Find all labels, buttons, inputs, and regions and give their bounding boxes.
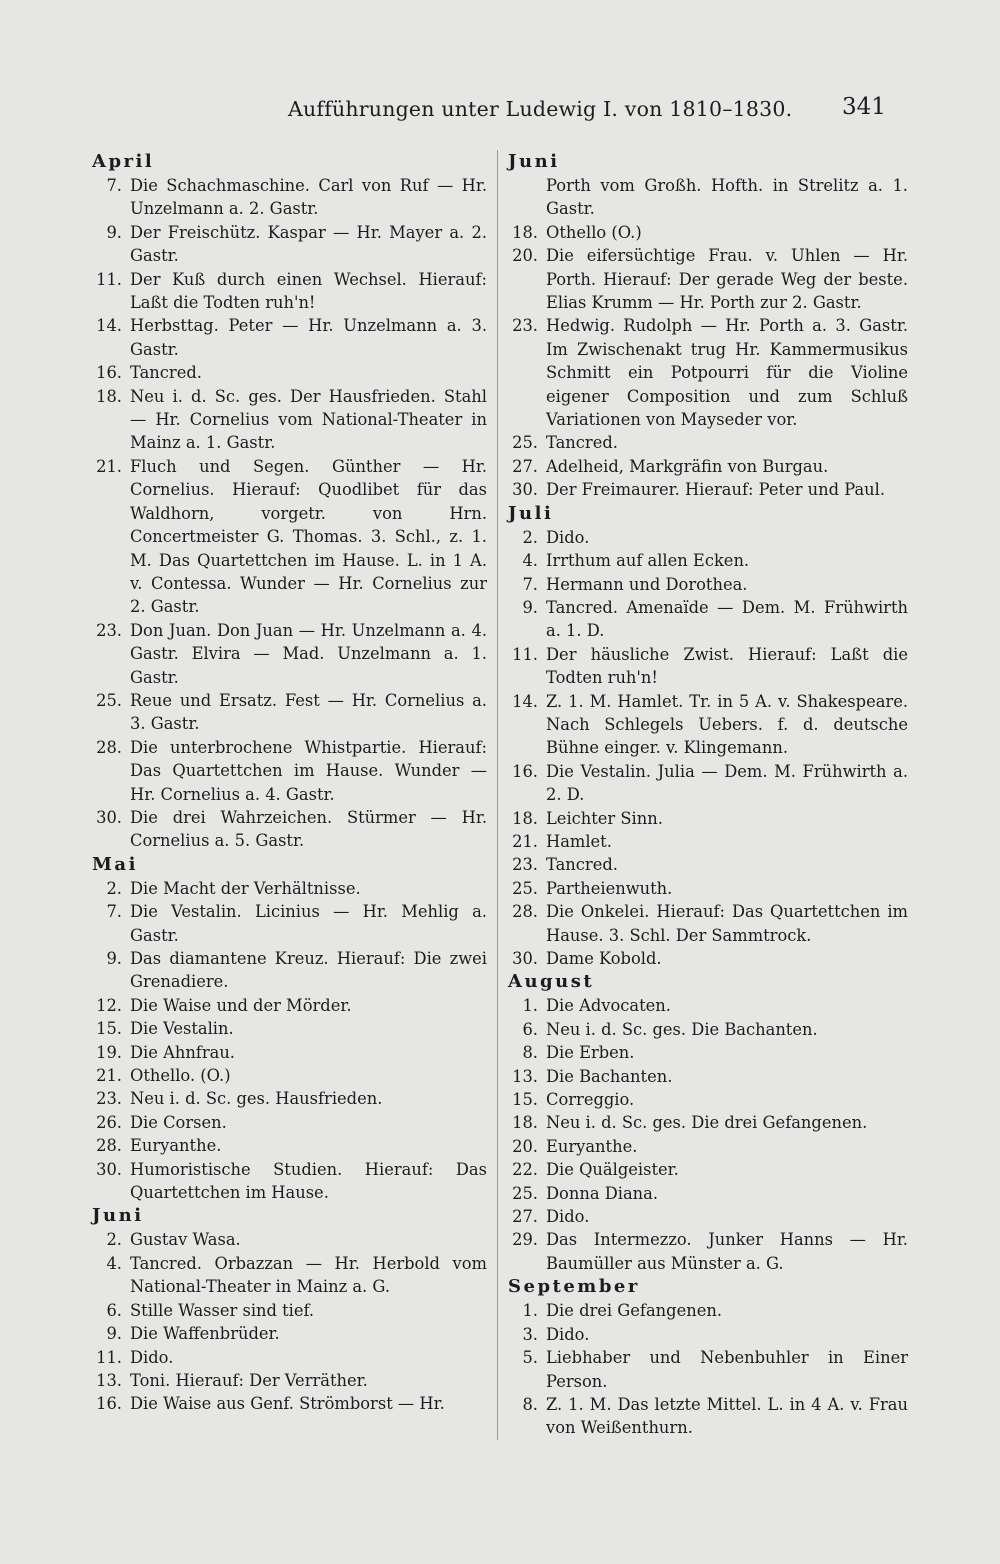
entry-text: Fluch und Segen. Günther — Hr. Cornelius. Hierauf: Quodlibet für das Waldhorn, vorgetr. von Hrn. Concertmeister G. Thomas. 3. Schl., z. 1. M. Das Quartettchen im Hause. L. in 1 A. v. Contessa. Wunder — Hr. Cornelius zur 2. Gastr. — [130, 456, 487, 617]
performance-entry — [508, 1065, 908, 1088]
entry-text: Z. 1. M. Das letzte Mittel. L. in 4 A. v. Frau von Weißenthurn. — [546, 1394, 908, 1438]
entry-date: 9. — [106, 949, 122, 968]
performance-entry — [92, 1346, 487, 1369]
performance-entry — [508, 900, 908, 947]
month-heading: Juli — [508, 502, 554, 524]
performance-entry — [92, 1111, 487, 1134]
entry-text: Tancred. Amenaïde — Dem. M. Frühwirth a. 1. D. — [546, 597, 908, 641]
entry-text: Die unterbrochene Whistpartie. Hierauf: Das Quartettchen im Hause. Wunder — Hr. Cornelius a. 4. Gastr. — [130, 737, 487, 804]
performance-entry — [508, 1088, 908, 1111]
performance-entry — [92, 361, 487, 384]
performance-entry — [92, 1369, 487, 1392]
entry-date: 8. — [522, 1043, 538, 1063]
entry-date: 15. — [96, 1019, 122, 1039]
performance-entry — [508, 1135, 908, 1158]
entry-date: 2. — [522, 527, 538, 547]
entry-text: Adelheid, Markgräfin von Burgau. — [546, 456, 829, 476]
entry-text: Dido. — [546, 1207, 590, 1227]
entry-text: Euryanthe. — [546, 1136, 638, 1156]
entry-date: 16. — [96, 1394, 122, 1414]
entry-text: Der Freimaurer. Hierauf: Peter und Paul. — [546, 480, 886, 500]
entry-text: Don Juan. Don Juan — Hr. Unzelmann a. 4. Gastr. Elvira — Mad. Unzelmann a. 1. Gastr. — [130, 620, 487, 687]
performance-entry — [92, 1134, 487, 1157]
entry-text: Die Waffenbrüder. — [130, 1324, 280, 1344]
entry-text: Dido. — [130, 1347, 174, 1367]
performance-entry — [92, 314, 487, 361]
entry-text: Hermann und Dorothea. — [546, 574, 748, 594]
entry-date: 2. — [106, 1230, 122, 1250]
performance-entry — [508, 174, 908, 221]
entry-text: Humoristische Studien. Hierauf: Das Quartettchen im Hause. — [130, 1159, 487, 1203]
entry-text: Tancred. — [546, 433, 618, 453]
performance-entry — [92, 1228, 487, 1251]
entry-date: 27. — [512, 456, 538, 476]
entry-text: Die Waise aus Genf. Strömborst — Hr. — [130, 1394, 445, 1414]
entry-date: 23. — [512, 316, 538, 336]
entry-date: 30. — [96, 807, 122, 827]
entry-date: 25. — [512, 433, 538, 453]
entry-text: Die Bachanten. — [546, 1066, 673, 1086]
performance-entry — [508, 1111, 908, 1134]
entry-date: 11. — [512, 644, 538, 664]
entry-text: Die drei Gefangenen. — [546, 1301, 722, 1321]
entry-date: 30. — [512, 949, 538, 968]
entry-date: 27. — [512, 1207, 538, 1227]
entry-date: 5. — [522, 1348, 538, 1368]
performance-entry — [508, 643, 908, 690]
entry-text: Herbsttag. Peter — Hr. Unzelmann a. 3. Gastr. — [130, 316, 487, 359]
entry-text: Donna Diana. — [546, 1183, 659, 1203]
entry-text: Stille Wasser sind tief. — [130, 1300, 315, 1320]
entry-date: 28. — [512, 902, 538, 922]
entry-text: Die Waise und der Mörder. — [130, 995, 352, 1015]
performance-entry — [92, 947, 487, 994]
month-heading: August — [508, 971, 595, 993]
entry-date: 13. — [96, 1370, 122, 1390]
entry-text: Die Quälgeister. — [546, 1160, 679, 1180]
entry-date: 7. — [106, 176, 122, 195]
entry-date: 6. — [522, 1019, 538, 1039]
entry-date: 21. — [96, 456, 122, 476]
entry-date: 8. — [522, 1394, 538, 1414]
entry-text: Tancred. — [130, 363, 202, 383]
entry-date: 23. — [96, 1089, 122, 1109]
entry-text: Der Freischütz. Kaspar — Hr. Mayer a. 2. Gastr. — [130, 222, 487, 266]
running-title: Aufführungen unter Ludewig I. von 1810–1830. — [288, 97, 793, 121]
running-head — [0, 94, 1000, 127]
entry-date: 18. — [512, 808, 538, 828]
performance-entry — [508, 1393, 908, 1440]
entry-text: Dido. — [546, 1324, 590, 1344]
entry-text: Z. 1. M. Hamlet. Tr. in 5 A. v. Shakespeare. Nach Schlegels Uebers. f. d. deutsche Bühne einger. v. Klingemann. — [546, 691, 908, 758]
entry-text: Partheienwuth. — [546, 878, 673, 898]
entry-date: 7. — [106, 902, 122, 922]
entry-text: Die Corsen. — [130, 1112, 227, 1132]
column-divider — [497, 150, 498, 1440]
entry-text: Othello. (O.) — [130, 1066, 231, 1086]
entry-text: Die Schachmaschine. Carl von Ruf — Hr. Unzelmann a. 2. Gastr. — [130, 176, 487, 219]
performance-entry — [92, 619, 487, 689]
performance-entry — [92, 1158, 487, 1205]
entry-text: Das Intermezzo. Junker Hanns — Hr. Baumüller aus Münster a. G. — [546, 1230, 908, 1273]
entry-text: Liebhaber und Nebenbuhler in Einer Person. — [546, 1348, 908, 1391]
entry-date: 16. — [512, 761, 538, 781]
entry-text: Hamlet. — [546, 831, 612, 851]
entry-text: Die Vestalin. Licinius — Hr. Mehlig a. Gastr. — [130, 902, 487, 945]
performance-entry — [508, 830, 908, 853]
performance-entry — [508, 596, 908, 643]
entry-text: Die Ahnfrau. — [130, 1042, 235, 1062]
performance-entry — [92, 736, 487, 806]
entry-date: 1. — [522, 1301, 538, 1321]
entry-text: Hedwig. Rudolph — Hr. Porth a. 3. Gastr. Im Zwischenakt trug Hr. Kammermusikus Schmitt ein Potpourri für die Violine eigener Composition und zum Schluß Variationen von Mayseder vor. — [546, 316, 908, 430]
entry-text: Tancred. Orbazzan — Hr. Herbold vom National-Theater in Mainz a. G. — [130, 1253, 487, 1297]
month-heading: April — [92, 151, 155, 172]
entry-date: 28. — [96, 737, 122, 757]
entry-date: 6. — [106, 1300, 122, 1320]
entry-date: 18. — [512, 222, 538, 242]
performance-entry — [92, 268, 487, 315]
performance-entry — [508, 244, 908, 314]
performance-entry — [508, 807, 908, 830]
entry-text: Toni. Hierauf: Der Verräther. — [130, 1370, 368, 1390]
entry-date: 14. — [96, 316, 122, 336]
entry-text: Das diamantene Kreuz. Hierauf: Die zwei Grenadiere. — [130, 949, 487, 992]
entry-date: 18. — [96, 386, 122, 406]
entry-date: 28. — [96, 1136, 122, 1156]
entry-date: 21. — [512, 831, 538, 851]
performance-entry — [508, 1158, 908, 1181]
entry-date: 25. — [512, 878, 538, 898]
performance-entry — [508, 478, 908, 501]
performance-entry — [508, 314, 908, 431]
performance-entry — [508, 994, 908, 1017]
performance-entry — [508, 526, 908, 549]
performance-entry — [508, 573, 908, 596]
performance-entry — [92, 1017, 487, 1040]
performance-entry — [92, 806, 487, 853]
entry-date: 20. — [512, 246, 538, 266]
entry-text: Die Onkelei. Hierauf: Das Quartettchen im Hause. 3. Schl. Der Sammtrock. — [546, 902, 908, 945]
entry-text: Der häusliche Zwist. Hierauf: Laßt die Todten ruh'n! — [546, 644, 908, 688]
entry-text: Neu i. d. Sc. ges. Der Hausfrieden. Stahl — Hr. Cornelius vom National-Theater in Mainz a. 1. Gastr. — [130, 386, 487, 453]
month-heading: Juni — [508, 151, 560, 172]
performance-entry — [92, 689, 487, 736]
entry-text: Euryanthe. — [130, 1136, 222, 1156]
entry-date: 23. — [512, 855, 538, 875]
entry-date: 30. — [512, 480, 538, 500]
performance-entry — [508, 760, 908, 807]
entry-text: Tancred. — [546, 855, 618, 875]
entry-date: 18. — [512, 1113, 538, 1133]
performance-entry — [508, 549, 908, 572]
performance-entry — [92, 1299, 487, 1322]
entry-date: 11. — [96, 1347, 122, 1367]
entry-text: Neu i. d. Sc. ges. Die drei Gefangenen. — [546, 1113, 868, 1133]
performance-entry — [92, 455, 487, 619]
performance-entry — [508, 1299, 908, 1322]
performance-entry — [508, 1205, 908, 1228]
entry-date: 14. — [512, 691, 538, 711]
entry-date: 23. — [96, 620, 122, 640]
performance-entry — [92, 1041, 487, 1064]
performance-entry — [92, 994, 487, 1017]
entry-text: Irrthum auf allen Ecken. — [546, 551, 750, 571]
performance-entry — [92, 900, 487, 947]
entry-text: Die Advocaten. — [546, 996, 671, 1016]
entry-text: Dido. — [546, 527, 590, 547]
entry-text: Die Vestalin. — [130, 1019, 234, 1039]
entry-date: 1. — [522, 996, 538, 1016]
performance-entry — [508, 1323, 908, 1346]
entry-date: 7. — [522, 574, 538, 594]
entry-text: Neu i. d. Sc. ges. Die Bachanten. — [546, 1019, 818, 1039]
entry-text: Dame Kobold. — [546, 949, 662, 968]
page-number: 341 — [842, 94, 886, 120]
performance-entry — [92, 174, 487, 221]
entry-date: 4. — [522, 551, 538, 571]
entry-date: 30. — [96, 1159, 122, 1179]
performance-entry — [508, 1018, 908, 1041]
entry-date: 26. — [96, 1112, 122, 1132]
entry-text: Othello (O.) — [546, 222, 642, 242]
entry-date: 22. — [512, 1160, 538, 1180]
performance-entry — [508, 877, 908, 900]
entry-date: 29. — [512, 1230, 538, 1250]
entry-text: Die Macht der Verhältnisse. — [130, 878, 361, 898]
performance-entry — [92, 1252, 487, 1299]
entry-date: 16. — [96, 363, 122, 383]
entry-date: 15. — [512, 1090, 538, 1110]
performance-entry — [508, 221, 908, 244]
entry-text: Der Kuß durch einen Wechsel. Hierauf: Laßt die Todten ruh'n! — [130, 269, 487, 313]
entry-date: 25. — [512, 1183, 538, 1203]
entry-text: Neu i. d. Sc. ges. Hausfrieden. — [130, 1089, 383, 1109]
performance-entry — [508, 1228, 908, 1275]
entry-text: Die Vestalin. Julia — Dem. M. Frühwirth a. 2. D. — [546, 761, 908, 805]
entry-text: Gustav Wasa. — [130, 1230, 241, 1250]
entry-text: Die Erben. — [546, 1043, 635, 1063]
performance-entry — [508, 1346, 908, 1393]
entry-text: Correggio. — [546, 1090, 635, 1110]
entry-date: 9. — [522, 597, 538, 617]
entry-date: 3. — [522, 1324, 538, 1344]
performance-entry — [92, 1322, 487, 1345]
performance-entry — [508, 947, 908, 970]
entry-date: 9. — [106, 1324, 122, 1344]
performance-entry — [92, 221, 487, 268]
entry-date: 4. — [106, 1253, 122, 1273]
entry-date: 25. — [96, 690, 122, 710]
performance-entry — [92, 1392, 487, 1415]
entry-date: 19. — [96, 1042, 122, 1062]
entry-date: 2. — [106, 878, 122, 898]
month-heading: September — [508, 1276, 640, 1298]
left-column — [92, 150, 487, 1416]
performance-entry — [508, 853, 908, 876]
entry-date: 11. — [96, 269, 122, 289]
performance-entry — [508, 1182, 908, 1205]
month-heading: Juni — [92, 1205, 144, 1227]
performance-entry — [508, 455, 908, 478]
entry-text: Die eifersüchtige Frau. v. Uhlen — Hr. Porth. Hierauf: Der gerade Weg der beste. Elias Krumm — Hr. Porth zur 2. Gastr. — [546, 246, 908, 313]
entry-text: Porth vom Großh. Hofth. in Strelitz a. 1. Gastr. — [546, 176, 908, 219]
performance-entry — [92, 385, 487, 455]
entry-date: 12. — [96, 995, 122, 1015]
entry-date: 9. — [106, 222, 122, 242]
performance-entry — [92, 1087, 487, 1110]
performance-entry — [92, 1064, 487, 1087]
entry-date: 21. — [96, 1066, 122, 1086]
entry-text: Reue und Ersatz. Fest — Hr. Cornelius a. 3. Gastr. — [130, 690, 487, 734]
entry-date: 13. — [512, 1066, 538, 1086]
performance-entry — [508, 431, 908, 454]
entry-text: Die drei Wahrzeichen. Stürmer — Hr. Cornelius a. 5. Gastr. — [130, 807, 487, 851]
right-column — [508, 150, 908, 1440]
entry-date: 20. — [512, 1136, 538, 1156]
entry-text: Leichter Sinn. — [546, 808, 663, 828]
performance-entry — [508, 690, 908, 760]
month-heading: Mai — [92, 853, 138, 875]
performance-entry — [508, 1041, 908, 1064]
performance-entry — [92, 877, 487, 900]
